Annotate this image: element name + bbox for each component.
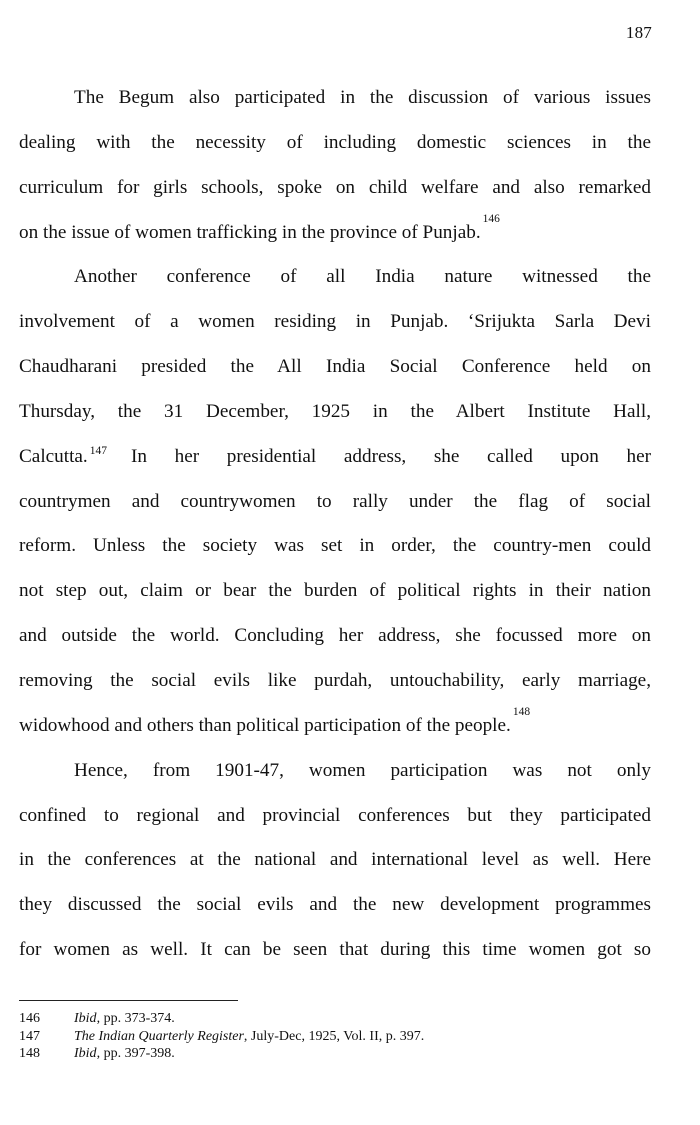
footnote-text <box>74 1010 175 1028</box>
text-line: curriculum for girls schools, spoke on child welfare and also remarked <box>19 176 651 198</box>
footnote-source: The Indian Quarterly Register <box>74 1028 244 1044</box>
line-text: on the issue of women trafficking in the province of Punjab. <box>19 221 481 243</box>
text-line: The Begum also participated in the discussion of various issues <box>74 87 651 108</box>
text-line: reform. Unless the society was set in order, the country-men could <box>19 535 651 557</box>
text-line: for women as well. It can be seen that during this time women got so <box>19 939 651 961</box>
line-text: Calcutta. <box>19 445 88 467</box>
text-line: Chaudharani presided the All India Social Conference held on <box>19 356 651 378</box>
text-line: on the issue of women trafficking in the province of Punjab. 146 <box>19 219 651 264</box>
text-line: not step out, claim or bear the burden of political rights in their nation <box>19 580 651 602</box>
footnote-detail: , July-Dec, 1925, Vol. II, p. 397. <box>243 1028 425 1044</box>
text-line: Thursday, the 31 December, 1925 in the Albert Institute Hall, <box>19 400 651 422</box>
text-line: removing the social evils like purdah, untouchability, early marriage, <box>19 669 651 691</box>
text-line: countrymen and countrywomen to rally under the flag of social <box>19 490 651 512</box>
footnote-source: Ibid <box>74 1046 97 1061</box>
text-line: dealing with the necessity of including domestic sciences in the <box>19 131 651 153</box>
footnote-divider <box>19 1000 238 1001</box>
text-line: Another conference of all India nature witnessed the <box>74 266 651 288</box>
footnote-146 <box>19 1010 659 1028</box>
text-line <box>19 443 651 488</box>
line-text-start <box>19 443 107 471</box>
footnote-number: 146 <box>19 1011 40 1026</box>
footnote-number: 148 <box>19 1046 40 1061</box>
footnote-147 <box>19 1028 659 1046</box>
text-line: involvement of a women residing in Punjab. ‘Srijukta Sarla Devi <box>19 311 651 333</box>
footnote-148 <box>19 1045 659 1063</box>
text-line: widowhood and others than political participation of the people. 148 <box>19 712 651 757</box>
text-line: confined to regional and provincial conferences but they participated <box>19 804 651 826</box>
footnote-text <box>74 1028 424 1046</box>
footnote-ref-147: 147 <box>89 444 107 457</box>
text-line: and outside the world. Concluding her address, she focussed more on <box>19 625 651 647</box>
footnote-text <box>74 1045 175 1063</box>
body-text <box>19 84 651 981</box>
line-text: widowhood and others than political participation of the people. <box>19 714 511 736</box>
text-line: Hence, from 1901-47, women participation was not only <box>74 759 651 781</box>
text-line: they discussed the social evils and the new development programmes <box>19 894 651 916</box>
page-number: 187 <box>625 23 652 42</box>
line-text-end: In her presidential address, she called upon her <box>130 445 651 467</box>
footnote-source: Ibid <box>74 1011 97 1026</box>
footnote-detail: , pp. 373-374. <box>96 1011 175 1026</box>
footnote-number: 147 <box>19 1028 40 1044</box>
footnote-detail: , pp. 397-398. <box>96 1046 175 1061</box>
text-line: in the conferences at the national and international level as well. Here <box>19 849 651 871</box>
footnotes <box>19 1010 659 1063</box>
